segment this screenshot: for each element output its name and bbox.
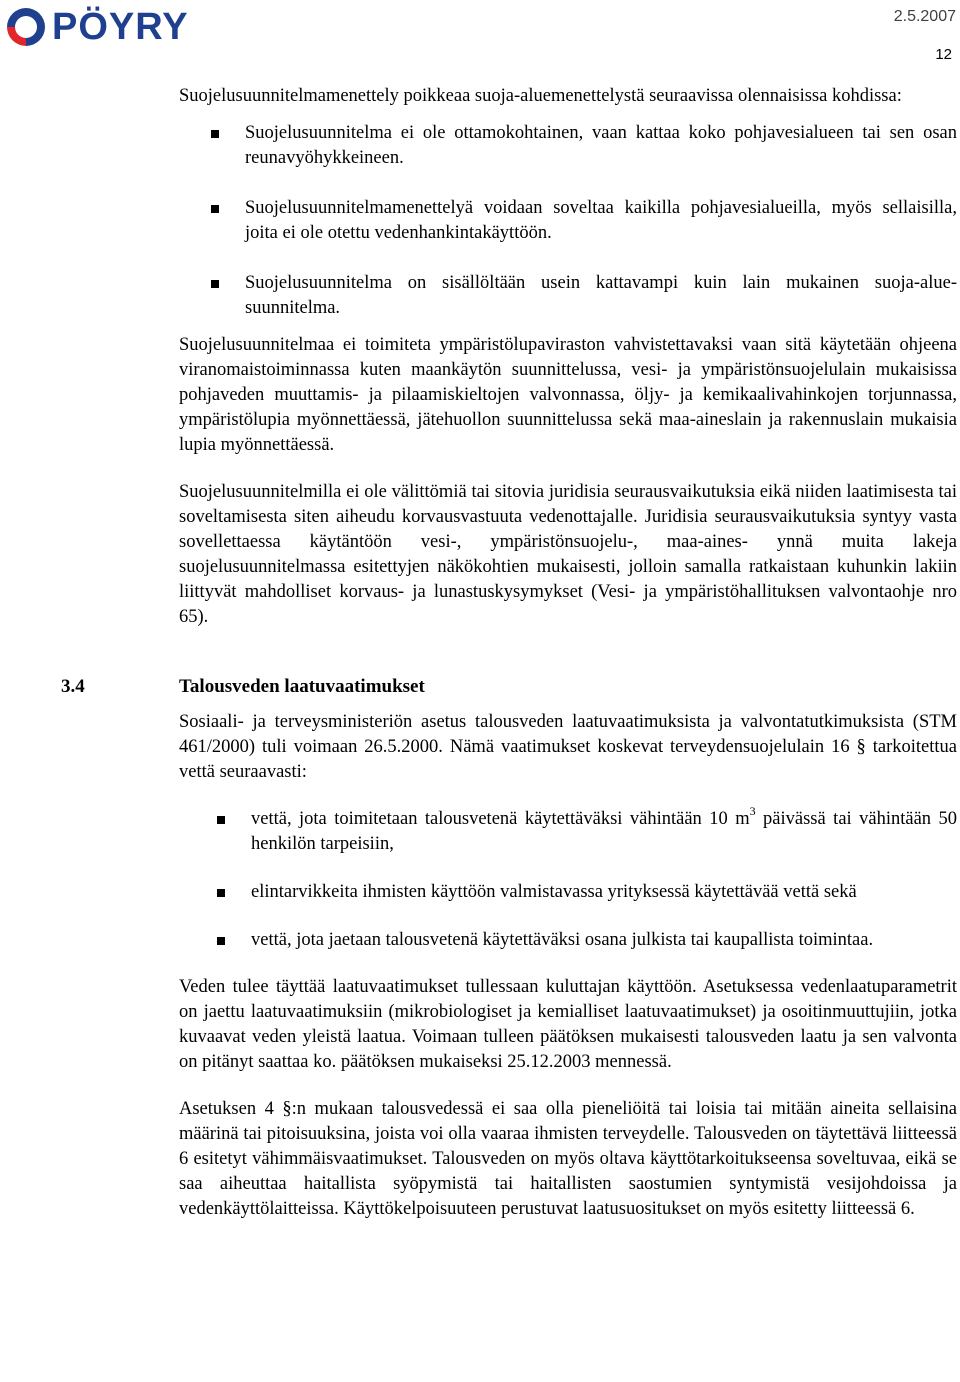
page-number: 12: [935, 46, 952, 63]
poyry-logo: [4, 4, 189, 50]
section-b-intro: Sosiaali- ja terveysministeriön asetus talousveden laatuvaatimuksista ja valvontatutkimuksista (STM 461/2000) tuli voimaan 26.5.2000. Nämä vaatimukset koskevat terveydensuojelulain 16 § tarkoitettua vettä seuraavasti:: [179, 712, 957, 782]
section-a-intro: Suojelusuunnitelmamenettely poikkeaa suoja-aluemenettelystä seuraavissa olennaisissa kohdissa:: [179, 86, 902, 106]
logo-wordmark: PÖYRY: [52, 6, 189, 48]
list-item: vettä, jota jaetaan talousvetenä käytettäväksi osana julkista tai kaupallista toimintaa.: [179, 928, 957, 953]
list-item: Suojelusuunnitelma ei ole ottamokohtainen, vaan kattaa koko pohjavesialueen tai sen osan reunavyöhykkeineen.: [179, 121, 957, 171]
section-b-paragraph-1: Veden tulee täyttää laatuvaatimukset tullessaan kuluttajan käyttöön. Asetuksessa vedenlaatuparametrit on jaettu laatuvaatimuksiin (mikrobiologiset ja kemialliset laatuvaatimukset) ja osoitinmuuttujiin, jotka kuvaavat veden yleistä laatua. Voimaan tulleen päätöksen mukaisesti talousveden laatu ja sen valvonta on pitänyt saattaa ko. päätöksen mukaiseksi 25.12.2003 mennessä.: [179, 977, 957, 1072]
section-b-paragraph-2: Asetuksen 4 §:n mukaan talousvedessä ei saa olla pieneliöitä tai loisia tai mitään aineita sellaisina määrinä tai pitoisuuksina, joista voi olla vaaraa ihmisten terveydelle. Talousveden on täytettävä liitteessä 6 esitetyt vähimmäisvaatimukset. Talousveden on myös oltava käyttötarkoitukseensa soveltuvaa, eikä se saa aiheuttaa haitallista syöpymistä tai haitallisten saostumien syntymistä vesijohdoissa ja vedenkäyttölaitteissa. Käyttökelpoisuuteen perustuvat laatusuositukset on myös esitetty liitteessä 6.: [179, 1099, 957, 1219]
section-a-paragraph-1: Suojelusuunnitelmaa ei toimiteta ympäristölupaviraston vahvistettavaksi vaan sitä käytetään ohjeena viranomaistoiminnassa kuten maankäytön suunnittelussa, vesi- ja ympäristönsuojelulain mukaisissa pohjaveden muuttamis- ja pilaamiskieltojen valvonnassa, öljy- ja kemikaalivahinkojen torjunnassa, ympäristölupia myönnettäessä, jätehuollon suunnittelussa sekä maa-aineslain ja rakennuslain mukaisia lupia myönnettäessä.: [179, 335, 957, 455]
section-number: 3.4: [61, 676, 85, 697]
list-item: Suojelusuunnitelmamenettelyä voidaan soveltaa kaikilla pohjavesialueilla, myös sellaisilla, joita ei ole otettu vedenhankintakäyttöön.: [179, 196, 957, 246]
section-title: Talousveden laatuvaatimukset: [179, 676, 425, 697]
poyry-swirl-icon: [4, 5, 48, 49]
section-a-paragraph-2: Suojelusuunnitelmilla ei ole välittömiä tai sitovia juridisia seurausvaikutuksia eikä niiden laatimisesta tai soveltamisesta siten aiheudu korvausvastuuta vedenottajalle. Juridisia seurausvaikutuksia syntyy vasta sovellettaessa käytäntöön vesi-, ympäristönsuojelu-, maa-aines- ynnä muita lakeja suojelusuunnitelmassa esitettyjen näkökohtien mukaisesti, jolloin samalla ratkaistaan kuhunkin lakiin liittyvät mahdolliset korvaus- ja lunastuskysymykset (Vesi- ja ympäristöhallituksen valvontaohje nro 65).: [179, 482, 957, 627]
section-b-bullet-list: [179, 803, 957, 953]
header-date: 2.5.2007: [893, 8, 956, 25]
section-heading: [61, 674, 957, 699]
document-body: [61, 84, 957, 1222]
list-item: Suojelusuunnitelma on sisällöltään usein kattavampi kuin lain mukainen suoja-alue-suunnitelma.: [179, 271, 957, 321]
list-item: vettä, jota toimitetaan talousvetenä käytettäväksi vähintään 10 $m^3$ päivässä tai vähintään 50 henkilön tarpeisiin,: [179, 807, 957, 857]
list-item: elintarvikkeita ihmisten käyttöön valmistavassa yrityksessä käytettävää vettä sekä: [179, 880, 957, 905]
section-a-bullet-list: [179, 121, 957, 321]
